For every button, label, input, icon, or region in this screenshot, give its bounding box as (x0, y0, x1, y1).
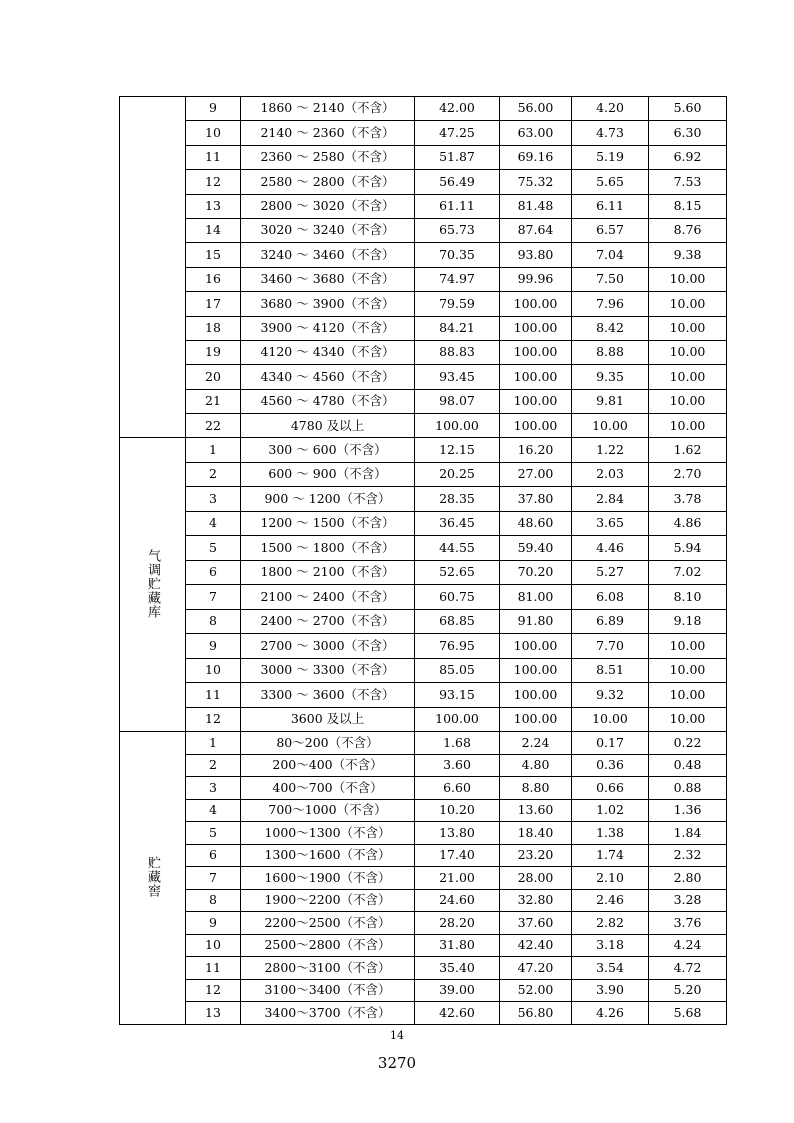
value-cell-d: 3.28 (649, 889, 727, 912)
value-cell-d: 10.00 (649, 414, 727, 438)
value-cell-b: 32.80 (500, 889, 572, 912)
capacity-range-cell: 2100 ～ 2400（不含） (241, 585, 415, 610)
value-cell-b: 56.00 (500, 97, 572, 121)
row-number-cell: 5 (186, 822, 241, 845)
value-cell-b: 28.00 (500, 867, 572, 890)
value-cell-d: 10.00 (649, 683, 727, 708)
value-cell-a: 60.75 (415, 585, 500, 610)
value-cell-d: 2.32 (649, 844, 727, 867)
value-cell-a: 39.00 (415, 979, 500, 1002)
value-cell-c: 4.20 (572, 97, 649, 121)
value-cell-c: 3.18 (572, 934, 649, 957)
value-cell-d: 10.00 (649, 389, 727, 413)
value-cell-d: 10.00 (649, 292, 727, 316)
value-cell-d: 5.68 (649, 1002, 727, 1025)
value-cell-b: 52.00 (500, 979, 572, 1002)
capacity-range-cell: 1600～1900（不含） (241, 867, 415, 890)
row-number-cell: 19 (186, 340, 241, 364)
value-cell-b: 59.40 (500, 536, 572, 561)
value-cell-a: 76.95 (415, 634, 500, 659)
value-cell-b: 56.80 (500, 1002, 572, 1025)
capacity-range-cell: 2800 ～ 3020（不含） (241, 194, 415, 218)
value-cell-b: 70.20 (500, 560, 572, 585)
value-cell-c: 6.89 (572, 609, 649, 634)
value-cell-c: 3.90 (572, 979, 649, 1002)
table-row (120, 536, 727, 561)
value-cell-c: 7.96 (572, 292, 649, 316)
value-cell-c: 1.02 (572, 799, 649, 822)
value-cell-c: 6.57 (572, 218, 649, 242)
table-row (120, 844, 727, 867)
row-number-cell: 9 (186, 912, 241, 935)
capacity-range-cell: 2360 ～ 2580（不含） (241, 145, 415, 169)
table-row (120, 145, 727, 169)
row-number-cell: 1 (186, 732, 241, 755)
capacity-range-cell: 2500～2800（不含） (241, 934, 415, 957)
value-cell-c: 9.35 (572, 365, 649, 389)
row-number-cell: 8 (186, 889, 241, 912)
value-cell-c: 9.32 (572, 683, 649, 708)
category-label: 气调贮藏库 (145, 548, 160, 619)
row-number-cell: 14 (186, 218, 241, 242)
table-row (120, 218, 727, 242)
value-cell-a: 17.40 (415, 844, 500, 867)
capacity-range-cell: 2800～3100（不含） (241, 957, 415, 980)
row-number-cell: 11 (186, 145, 241, 169)
row-number-cell: 6 (186, 844, 241, 867)
value-cell-c: 2.46 (572, 889, 649, 912)
value-cell-b: 100.00 (500, 683, 572, 708)
category-cell (120, 732, 186, 1025)
value-cell-d: 4.72 (649, 957, 727, 980)
table-row (120, 462, 727, 487)
value-cell-b: 47.20 (500, 957, 572, 980)
row-number-cell: 7 (186, 585, 241, 610)
row-number-cell: 3 (186, 487, 241, 512)
capacity-range-cell: 1800 ～ 2100（不含） (241, 560, 415, 585)
value-cell-b: 100.00 (500, 389, 572, 413)
table-row (120, 292, 727, 316)
capacity-range-cell: 1000～1300（不含） (241, 822, 415, 845)
value-cell-c: 0.66 (572, 777, 649, 800)
table-row (120, 170, 727, 194)
value-cell-d: 5.94 (649, 536, 727, 561)
capacity-range-cell: 4560 ～ 4780（不含） (241, 389, 415, 413)
value-cell-b: 100.00 (500, 658, 572, 683)
value-cell-d: 10.00 (649, 634, 727, 659)
table-row (120, 243, 727, 267)
value-cell-c: 7.70 (572, 634, 649, 659)
value-cell-c: 1.74 (572, 844, 649, 867)
row-number-cell: 8 (186, 609, 241, 634)
value-cell-d: 5.60 (649, 97, 727, 121)
value-cell-c: 2.10 (572, 867, 649, 890)
value-cell-c: 4.46 (572, 536, 649, 561)
value-cell-b: 100.00 (500, 707, 572, 732)
row-number-cell: 12 (186, 979, 241, 1002)
capacity-range-cell: 4120 ～ 4340（不含） (241, 340, 415, 364)
value-cell-c: 4.26 (572, 1002, 649, 1025)
table-row (120, 707, 727, 732)
capacity-range-cell: 3300 ～ 3600（不含） (241, 683, 415, 708)
capacity-range-cell: 2400 ～ 2700（不含） (241, 609, 415, 634)
capacity-range-cell: 700～1000（不含） (241, 799, 415, 822)
row-number-cell: 10 (186, 934, 241, 957)
value-cell-c: 3.54 (572, 957, 649, 980)
value-cell-c: 7.04 (572, 243, 649, 267)
value-cell-a: 21.00 (415, 867, 500, 890)
value-cell-c: 10.00 (572, 707, 649, 732)
value-cell-d: 10.00 (649, 316, 727, 340)
category-cell (120, 438, 186, 732)
value-cell-b: 69.16 (500, 145, 572, 169)
row-number-cell: 11 (186, 957, 241, 980)
value-cell-c: 10.00 (572, 414, 649, 438)
value-cell-d: 1.62 (649, 438, 727, 463)
value-cell-c: 0.36 (572, 754, 649, 777)
value-cell-a: 85.05 (415, 658, 500, 683)
capacity-range-cell: 4780 及以上 (241, 414, 415, 438)
value-cell-b: 75.32 (500, 170, 572, 194)
row-number-cell: 20 (186, 365, 241, 389)
capacity-range-cell: 1200 ～ 1500（不含） (241, 511, 415, 536)
value-cell-d: 2.70 (649, 462, 727, 487)
value-cell-c: 3.65 (572, 511, 649, 536)
value-cell-c: 1.38 (572, 822, 649, 845)
value-cell-d: 1.36 (649, 799, 727, 822)
value-cell-d: 4.24 (649, 934, 727, 957)
value-cell-a: 12.15 (415, 438, 500, 463)
value-cell-d: 0.22 (649, 732, 727, 755)
capacity-range-cell: 200～400（不含） (241, 754, 415, 777)
capacity-range-cell: 1300～1600（不含） (241, 844, 415, 867)
value-cell-a: 28.35 (415, 487, 500, 512)
value-cell-a: 20.25 (415, 462, 500, 487)
value-cell-b: 81.48 (500, 194, 572, 218)
value-cell-b: 8.80 (500, 777, 572, 800)
value-cell-a: 24.60 (415, 889, 500, 912)
value-cell-a: 98.07 (415, 389, 500, 413)
table-row (120, 560, 727, 585)
value-cell-c: 6.11 (572, 194, 649, 218)
value-cell-b: 93.80 (500, 243, 572, 267)
value-cell-c: 2.03 (572, 462, 649, 487)
value-cell-d: 5.20 (649, 979, 727, 1002)
value-cell-a: 42.60 (415, 1002, 500, 1025)
value-cell-d: 9.38 (649, 243, 727, 267)
value-cell-a: 79.59 (415, 292, 500, 316)
row-number-cell: 22 (186, 414, 241, 438)
value-cell-c: 0.17 (572, 732, 649, 755)
capacity-range-cell: 3460 ～ 3680（不含） (241, 267, 415, 291)
row-number-cell: 16 (186, 267, 241, 291)
value-cell-b: 2.24 (500, 732, 572, 755)
row-number-cell: 6 (186, 560, 241, 585)
value-cell-a: 70.35 (415, 243, 500, 267)
value-cell-c: 8.51 (572, 658, 649, 683)
value-cell-b: 100.00 (500, 414, 572, 438)
value-cell-c: 4.73 (572, 121, 649, 145)
table-row (120, 979, 727, 1002)
value-cell-d: 0.88 (649, 777, 727, 800)
value-cell-a: 68.85 (415, 609, 500, 634)
value-cell-d: 10.00 (649, 340, 727, 364)
value-cell-b: 27.00 (500, 462, 572, 487)
value-cell-d: 10.00 (649, 365, 727, 389)
value-cell-a: 44.55 (415, 536, 500, 561)
table-row (120, 934, 727, 957)
value-cell-c: 2.82 (572, 912, 649, 935)
capacity-range-cell: 400～700（不含） (241, 777, 415, 800)
capacity-range-cell: 1500 ～ 1800（不含） (241, 536, 415, 561)
table-row (120, 658, 727, 683)
capacity-range-cell: 300 ～ 600（不含） (241, 438, 415, 463)
table-row (120, 585, 727, 610)
value-cell-b: 42.40 (500, 934, 572, 957)
page-number: 14 (390, 1029, 404, 1042)
value-cell-a: 36.45 (415, 511, 500, 536)
capacity-range-cell: 1900～2200（不含） (241, 889, 415, 912)
table-row (120, 97, 727, 121)
row-number-cell: 5 (186, 536, 241, 561)
row-number-cell: 13 (186, 194, 241, 218)
table-row (120, 609, 727, 634)
capacity-range-cell: 3020 ～ 3240（不含） (241, 218, 415, 242)
value-cell-d: 3.78 (649, 487, 727, 512)
table-row (120, 365, 727, 389)
row-number-cell: 9 (186, 97, 241, 121)
value-cell-b: 48.60 (500, 511, 572, 536)
value-cell-a: 61.11 (415, 194, 500, 218)
value-cell-b: 91.80 (500, 609, 572, 634)
row-number-cell: 2 (186, 462, 241, 487)
capacity-range-cell: 2700 ～ 3000（不含） (241, 634, 415, 659)
row-number-cell: 17 (186, 292, 241, 316)
table-row (120, 487, 727, 512)
capacity-range-cell: 2200～2500（不含） (241, 912, 415, 935)
table-row (120, 777, 727, 800)
value-cell-d: 10.00 (649, 707, 727, 732)
value-cell-b: 100.00 (500, 340, 572, 364)
value-cell-c: 2.84 (572, 487, 649, 512)
capacity-range-cell: 600 ～ 900（不含） (241, 462, 415, 487)
value-cell-d: 6.92 (649, 145, 727, 169)
table-row (120, 438, 727, 463)
value-cell-d: 8.10 (649, 585, 727, 610)
table-row (120, 267, 727, 291)
value-cell-a: 74.97 (415, 267, 500, 291)
value-cell-a: 93.45 (415, 365, 500, 389)
value-cell-b: 16.20 (500, 438, 572, 463)
table-row (120, 511, 727, 536)
row-number-cell: 4 (186, 511, 241, 536)
row-number-cell: 7 (186, 867, 241, 890)
row-number-cell: 9 (186, 634, 241, 659)
value-cell-a: 42.00 (415, 97, 500, 121)
value-cell-c: 5.19 (572, 145, 649, 169)
value-cell-a: 88.83 (415, 340, 500, 364)
capacity-range-cell: 3100～3400（不含） (241, 979, 415, 1002)
value-cell-b: 37.60 (500, 912, 572, 935)
value-cell-b: 100.00 (500, 634, 572, 659)
row-number-cell: 3 (186, 777, 241, 800)
table-row (120, 634, 727, 659)
value-cell-d: 6.30 (649, 121, 727, 145)
value-cell-d: 8.76 (649, 218, 727, 242)
table-row (120, 340, 727, 364)
table-row (120, 683, 727, 708)
capacity-range-cell: 3680 ～ 3900（不含） (241, 292, 415, 316)
capacity-range-cell: 3400～3700（不含） (241, 1002, 415, 1025)
table-row (120, 754, 727, 777)
value-cell-b: 13.60 (500, 799, 572, 822)
row-number-cell: 13 (186, 1002, 241, 1025)
row-number-cell: 10 (186, 121, 241, 145)
value-cell-a: 93.15 (415, 683, 500, 708)
table-row (120, 1002, 727, 1025)
value-cell-b: 4.80 (500, 754, 572, 777)
capacity-range-cell: 3900 ～ 4120（不含） (241, 316, 415, 340)
value-cell-c: 7.50 (572, 267, 649, 291)
value-cell-a: 51.87 (415, 145, 500, 169)
subsidy-table-container (119, 96, 726, 1025)
table-row (120, 799, 727, 822)
value-cell-a: 56.49 (415, 170, 500, 194)
value-cell-a: 65.73 (415, 218, 500, 242)
value-cell-a: 3.60 (415, 754, 500, 777)
table-row (120, 121, 727, 145)
value-cell-d: 4.86 (649, 511, 727, 536)
value-cell-a: 100.00 (415, 707, 500, 732)
table-row (120, 194, 727, 218)
value-cell-d: 10.00 (649, 658, 727, 683)
value-cell-c: 8.88 (572, 340, 649, 364)
value-cell-a: 84.21 (415, 316, 500, 340)
table-row (120, 889, 727, 912)
table-row (120, 414, 727, 438)
capacity-range-cell: 1860 ～ 2140（不含） (241, 97, 415, 121)
table-row (120, 912, 727, 935)
category-cell (120, 97, 186, 438)
capacity-range-cell: 80～200（不含） (241, 732, 415, 755)
value-cell-b: 63.00 (500, 121, 572, 145)
value-cell-a: 1.68 (415, 732, 500, 755)
value-cell-c: 1.22 (572, 438, 649, 463)
table-row (120, 389, 727, 413)
value-cell-b: 100.00 (500, 292, 572, 316)
table-body (120, 97, 727, 1025)
value-cell-d: 7.02 (649, 560, 727, 585)
capacity-range-cell: 3240 ～ 3460（不含） (241, 243, 415, 267)
value-cell-c: 8.42 (572, 316, 649, 340)
capacity-range-cell: 4340 ～ 4560（不含） (241, 365, 415, 389)
capacity-range-cell: 3000 ～ 3300（不含） (241, 658, 415, 683)
value-cell-d: 1.84 (649, 822, 727, 845)
value-cell-a: 100.00 (415, 414, 500, 438)
value-cell-a: 10.20 (415, 799, 500, 822)
value-cell-a: 28.20 (415, 912, 500, 935)
value-cell-d: 9.18 (649, 609, 727, 634)
value-cell-d: 3.76 (649, 912, 727, 935)
table-row (120, 732, 727, 755)
capacity-range-cell: 900 ～ 1200（不含） (241, 487, 415, 512)
value-cell-b: 100.00 (500, 316, 572, 340)
capacity-range-cell: 3600 及以上 (241, 707, 415, 732)
value-cell-a: 35.40 (415, 957, 500, 980)
value-cell-a: 6.60 (415, 777, 500, 800)
value-cell-b: 18.40 (500, 822, 572, 845)
table-row (120, 316, 727, 340)
row-number-cell: 12 (186, 707, 241, 732)
value-cell-c: 9.81 (572, 389, 649, 413)
row-number-cell: 1 (186, 438, 241, 463)
table-row (120, 822, 727, 845)
row-number-cell: 12 (186, 170, 241, 194)
row-number-cell: 21 (186, 389, 241, 413)
value-cell-c: 5.27 (572, 560, 649, 585)
value-cell-d: 8.15 (649, 194, 727, 218)
row-number-cell: 10 (186, 658, 241, 683)
value-cell-d: 2.80 (649, 867, 727, 890)
table-row (120, 867, 727, 890)
value-cell-a: 52.65 (415, 560, 500, 585)
value-cell-b: 81.00 (500, 585, 572, 610)
row-number-cell: 11 (186, 683, 241, 708)
value-cell-b: 87.64 (500, 218, 572, 242)
value-cell-c: 5.65 (572, 170, 649, 194)
table-row (120, 957, 727, 980)
value-cell-d: 7.53 (649, 170, 727, 194)
value-cell-c: 6.08 (572, 585, 649, 610)
value-cell-d: 10.00 (649, 267, 727, 291)
footer-number: 3270 (377, 1054, 417, 1072)
value-cell-b: 100.00 (500, 365, 572, 389)
row-number-cell: 18 (186, 316, 241, 340)
value-cell-a: 47.25 (415, 121, 500, 145)
value-cell-b: 23.20 (500, 844, 572, 867)
value-cell-a: 31.80 (415, 934, 500, 957)
row-number-cell: 15 (186, 243, 241, 267)
value-cell-b: 37.80 (500, 487, 572, 512)
value-cell-d: 0.48 (649, 754, 727, 777)
value-cell-a: 13.80 (415, 822, 500, 845)
category-label: 贮藏窖 (145, 855, 160, 898)
capacity-range-cell: 2580 ～ 2800（不含） (241, 170, 415, 194)
value-cell-b: 99.96 (500, 267, 572, 291)
row-number-cell: 4 (186, 799, 241, 822)
capacity-range-cell: 2140 ～ 2360（不含） (241, 121, 415, 145)
row-number-cell: 2 (186, 754, 241, 777)
subsidy-table (119, 96, 727, 1025)
